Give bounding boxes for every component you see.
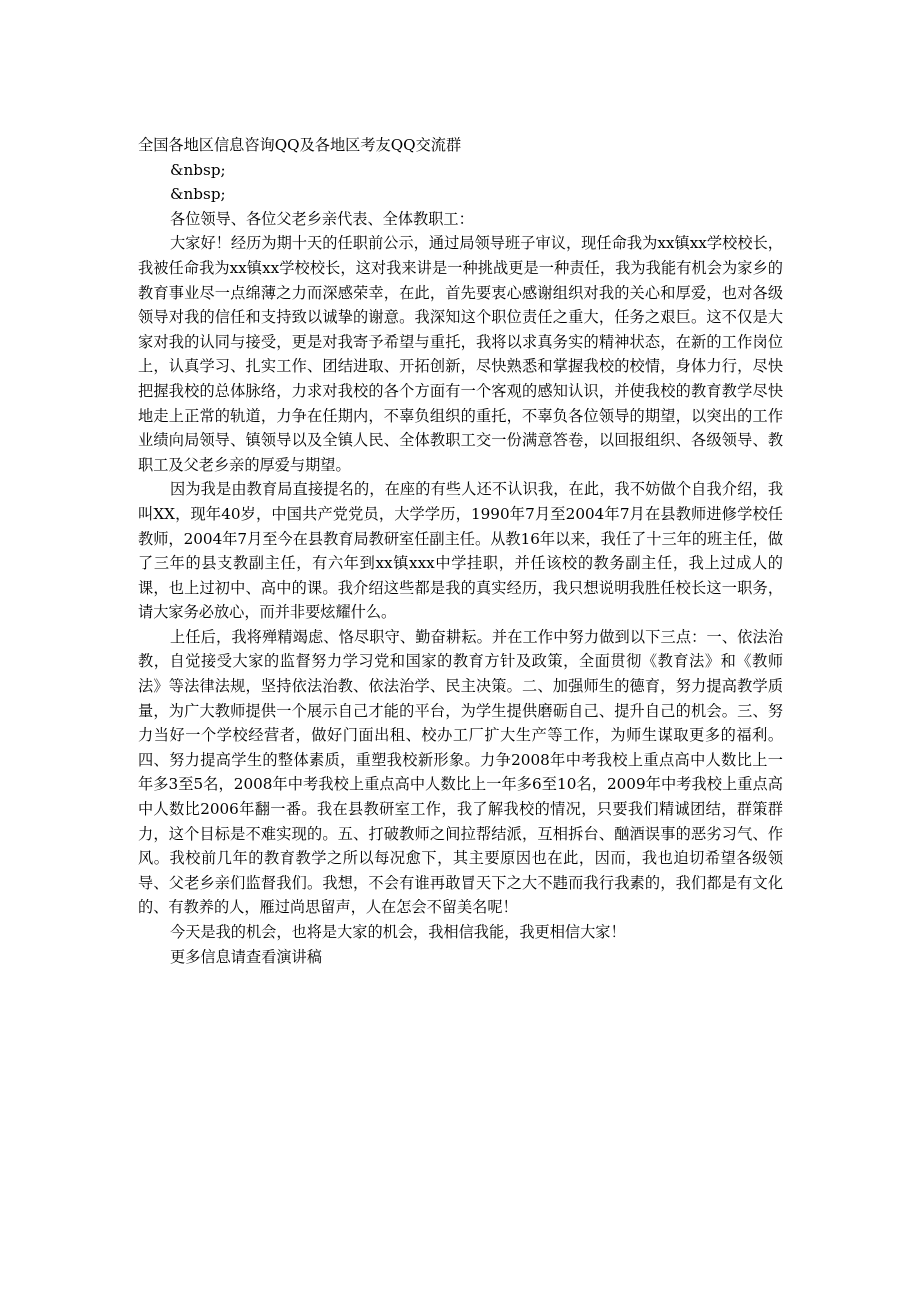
header-line: 全国各地区信息咨询QQ及各地区考友QQ交流群 (138, 136, 462, 154)
paragraph-closing: 今天是我的机会，也将是大家的机会，我相信我能，我更相信大家！ (170, 923, 626, 941)
paragraph-plans: 上任后，我将殚精竭虑、恪尽职守、勤奋耕耘。并在工作中努力做到以下三点：一、依法治教，自觉接受大家的监督努力学习党和国家的教育方针及政策，全面贯彻《教育法》和《教师法》等法律法规，坚持依法治教、依法治学、民主决策。二、加强师生的德育，努力提高教学质量，为广大教师提供一个展示自己才能的平台，为学生提供磨砺自己、提升自己的机会。三、努力当好一个学校经营者，做好门面出租、校办工厂扩大生产等工作，为师生谋取更多的福利。四、努力提高学生的整体素质，重塑我校新形象。力争2008年中考我校上重点高中人数比上一年多3至5名，2008年中考我校上重点高中人数比上一年多6至10名，2009年中考我校上重点高中人数比2006年翻一番。我在县教研室工作，我了解我校的情况，只要我们精诚团结，群策群力，这个目标是不难实现的。五、打破教师之间拉帮结派，互相拆台、酗酒误事的恶劣习气、作风。我校前几年的教育教学之所以每况愈下，其主要原因也在此，因而，我也迫切希望各级领导、父老乡亲们监督我们。我想，不会有谁再敢冒天下之大不韪而我行我素的，我们都是有文化的、有教养的人，雁过尚思留声，人在怎会不留美名呢！ (138, 627, 783, 917)
paragraph-greeting: 大家好！经历为期十天的任职前公示，通过局领导班子审议，现任命我为xx镇xx学校校长，我被任命我为xx镇xx学校校长，这对我来讲是一种挑战更是一种责任，我为我能有机会为家乡的教育事业尽一点绵薄之力而深感荣幸，在此，首先要衷心感谢组织对我的关心和厚爱，也对各级领导对我的信任和支持致以诚挚的谢意。我深知这个职位责任之重大，任务之艰巨。这不仅是大家对我的认同与接受，更是对我寄予希望与重托，我将以求真务实的精神状态，在新的工作岗位上，认真学习、扎实工作、团结进取、开拓创新，尽快熟悉和掌握我校的校情，身体力行，尽快把握我校的总体脉络，力求对我校的各个方面有一个客观的感知认识，并使我校的教育教学尽快地走上正常的轨道，力争在任期内，不辜负组织的重托，不辜负各位领导的期望，以突出的工作业绩向局领导、镇领导以及全镇人民、全体教职工交一份满意答卷，以回报组织、各级领导、教职工及父老乡亲的厚爱与期望。 (138, 234, 783, 474)
document-body (138, 133, 783, 969)
salutation: 各位领导、各位父老乡亲代表、全体教职工： (170, 209, 474, 228)
paragraph-more-info: 更多信息请查看演讲稿 (170, 947, 322, 966)
nbsp-line-2: &nbsp; (170, 185, 226, 204)
paragraph-introduction: 因为我是由教育局直接提名的，在座的有些人还不认识我，在此，我不妨做个自我介绍，我叫XX，现年40岁，中国共产党党员，大学学历，1990年7月至2004年7月在县教师进修学校任教师，2004年7月至今在县教育局教研室任副主任。从教16年以来，我任了十三年的班主任，做了三年的县支教副主任，有六年到xx镇xxx中学挂职，并任该校的教务副主任，我上过成人的课，也上过初中、高中的课。我介绍这些都是我的真实经历，我只想说明我胜任校长这一职务，请大家务必放心，而并非要炫耀什么。 (138, 480, 783, 622)
nbsp-line-1: &nbsp; (170, 160, 226, 179)
